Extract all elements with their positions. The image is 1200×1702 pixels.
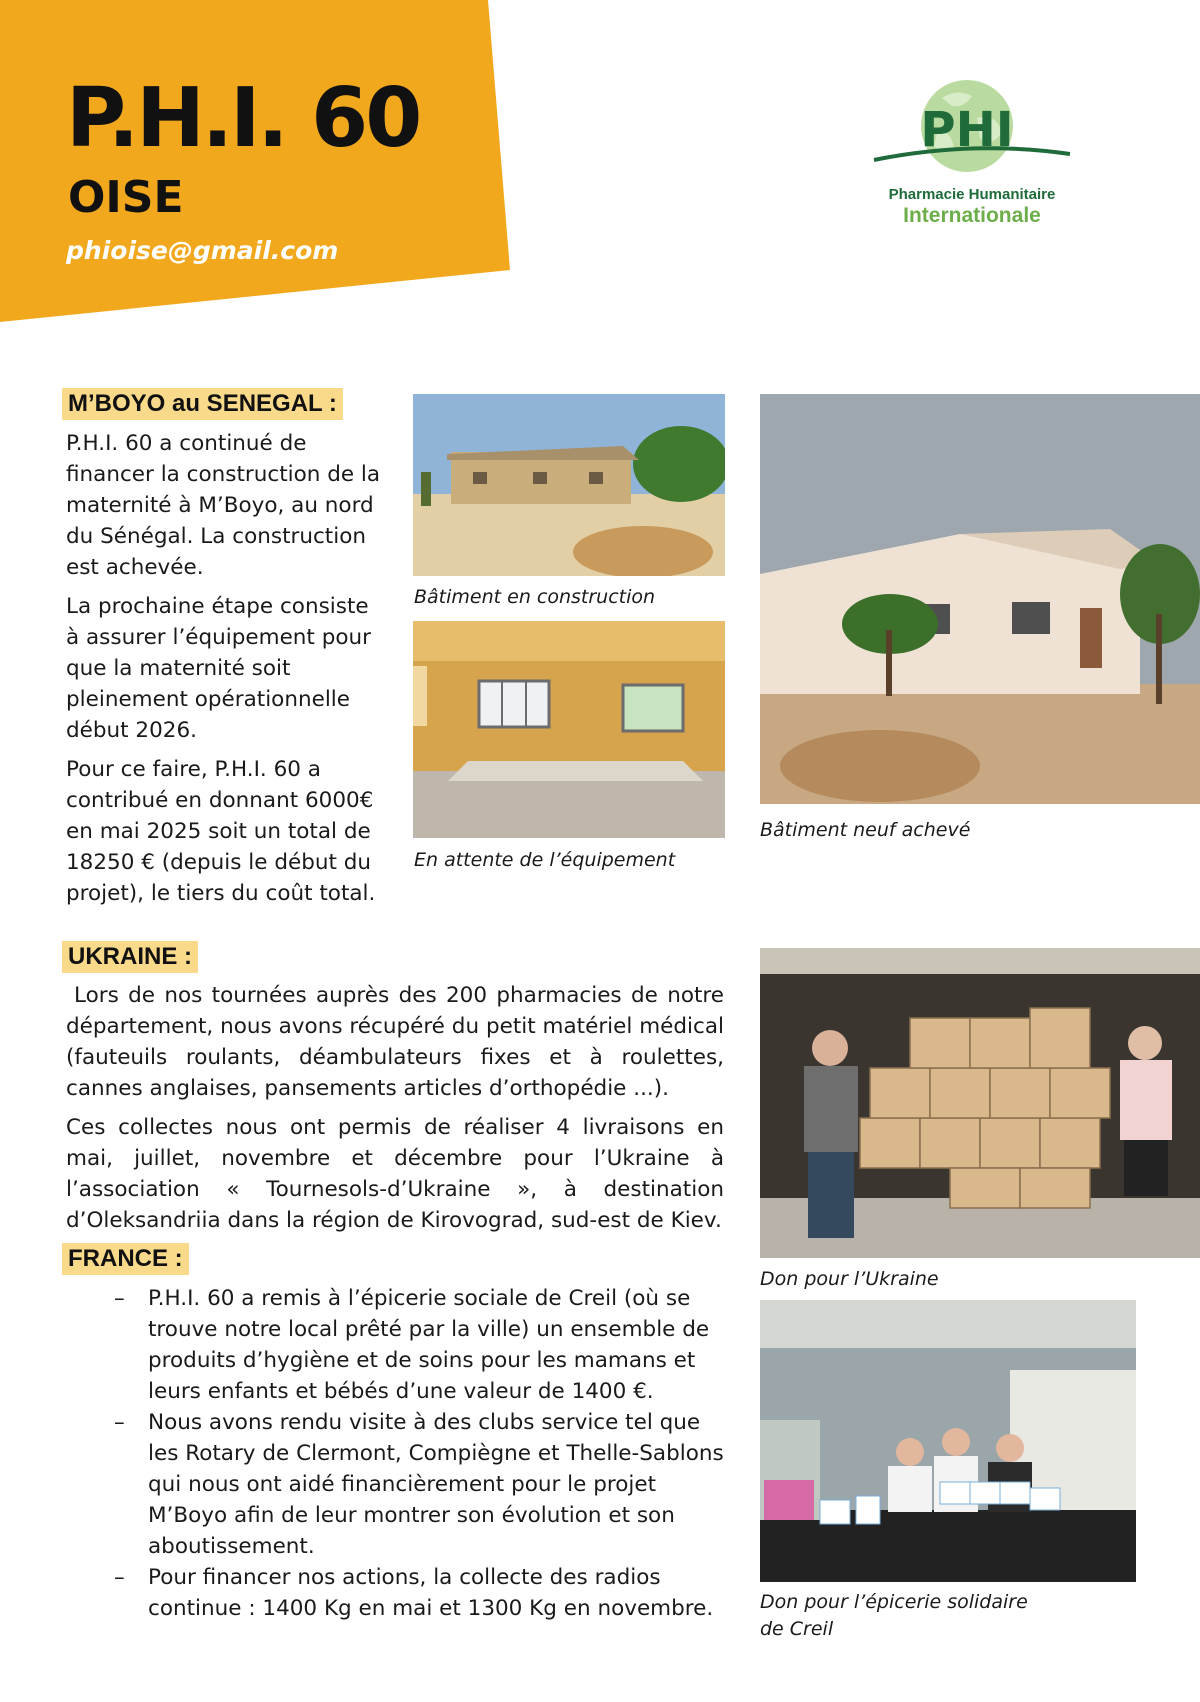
logo-line2: Internationale — [903, 204, 1041, 227]
bullet-text: Pour financer nos actions, la collecte des radios continue : 1400 Kg en mai et 1300 Kg en novembre. — [148, 1565, 714, 1621]
senegal-text — [66, 428, 382, 917]
logo-letters: PHI — [920, 102, 1014, 158]
photo-interior-empty — [413, 621, 725, 838]
logo-line1: Pharmacie Humanitaire — [888, 186, 1056, 203]
page-title: P.H.I. 60 — [66, 71, 420, 166]
ukraine-text — [66, 980, 724, 1244]
france-text — [66, 1283, 724, 1624]
list-item — [66, 1562, 724, 1624]
france-bullet-list — [66, 1283, 724, 1624]
bullet-text: P.H.I. 60 a remis à l’épicerie sociale de Creil (où se trouve notre local prêté par la ville) un ensemble de produits d’hygiène et de soins pour les mamans et leurs enfants et bébés d’une valeur de 1400 €. — [148, 1286, 710, 1404]
bullet-text: Nous avons rendu visite à des clubs service tel que les Rotary de Clermont, Compiègne et Thelle-Sablons qui nous ont aidé financièrement pour le projet M’Boyo afin de leur montrer son évolution et son aboutissement. — [148, 1410, 724, 1559]
caption-creil-line2: de Creil — [760, 1618, 834, 1640]
email-link[interactable]: phioise@gmail.com — [66, 236, 339, 265]
senegal-paragraph: Pour ce faire, P.H.I. 60 a contribué en donnant 6000€ en mai 2025 soit un total de 18250 € (depuis le début du projet), le tiers du coût total. — [66, 757, 376, 906]
caption-construction: Bâtiment en construction — [414, 586, 656, 608]
caption-ukraine: Don pour l’Ukraine — [760, 1268, 939, 1290]
list-item — [66, 1283, 724, 1407]
senegal-paragraph: P.H.I. 60 a continué de financer la construction de la maternité à M’Boyo, au nord du Sénégal. La construction est achevée. — [66, 431, 381, 580]
france-heading: FRANCE : — [62, 1243, 189, 1275]
caption-creil-line1: Don pour l’épicerie solidaire — [760, 1591, 1028, 1613]
caption-finished: Bâtiment neuf achevé — [760, 819, 971, 841]
senegal-paragraph: La prochaine étape consiste à assurer l’équipement pour que la maternité soit pleinement opérationnelle début 2026. — [66, 594, 371, 743]
phi-logo — [872, 78, 1072, 238]
photo-building-construction — [413, 394, 725, 576]
ukraine-paragraph: Ces collectes nous ont permis de réaliser 4 livraisons en mai, juillet, novembre et décembre pour l’Ukraine à l’association « Tournesols-d’Ukraine », à destination d’Oleksandriia dans la région de Kirovograd, sud-est de Kiev. — [66, 1115, 724, 1233]
caption-equipment: En attente de l’équipement — [414, 849, 676, 871]
bullet-dash: – — [114, 1286, 125, 1311]
bullet-dash: – — [114, 1565, 125, 1590]
ukraine-paragraph: Lors de nos tournées auprès des 200 pharmacies de notre département, nous avons récupéré du petit matériel médical (fauteuils roulants, déambulateurs fixes et à roulettes, cannes anglaises, pansements articles d’orthopédie ...). — [66, 983, 724, 1101]
senegal-heading: M’BOYO au SENEGAL : — [62, 388, 343, 420]
photo-creil-donation — [760, 1300, 1136, 1582]
list-item — [66, 1407, 724, 1562]
globe-icon — [872, 78, 1072, 188]
ukraine-heading: UKRAINE : — [62, 941, 198, 973]
bullet-dash: – — [114, 1410, 125, 1435]
page-subtitle: OISE — [68, 172, 184, 223]
photo-building-finished — [760, 394, 1200, 804]
photo-ukraine-donation — [760, 948, 1200, 1258]
